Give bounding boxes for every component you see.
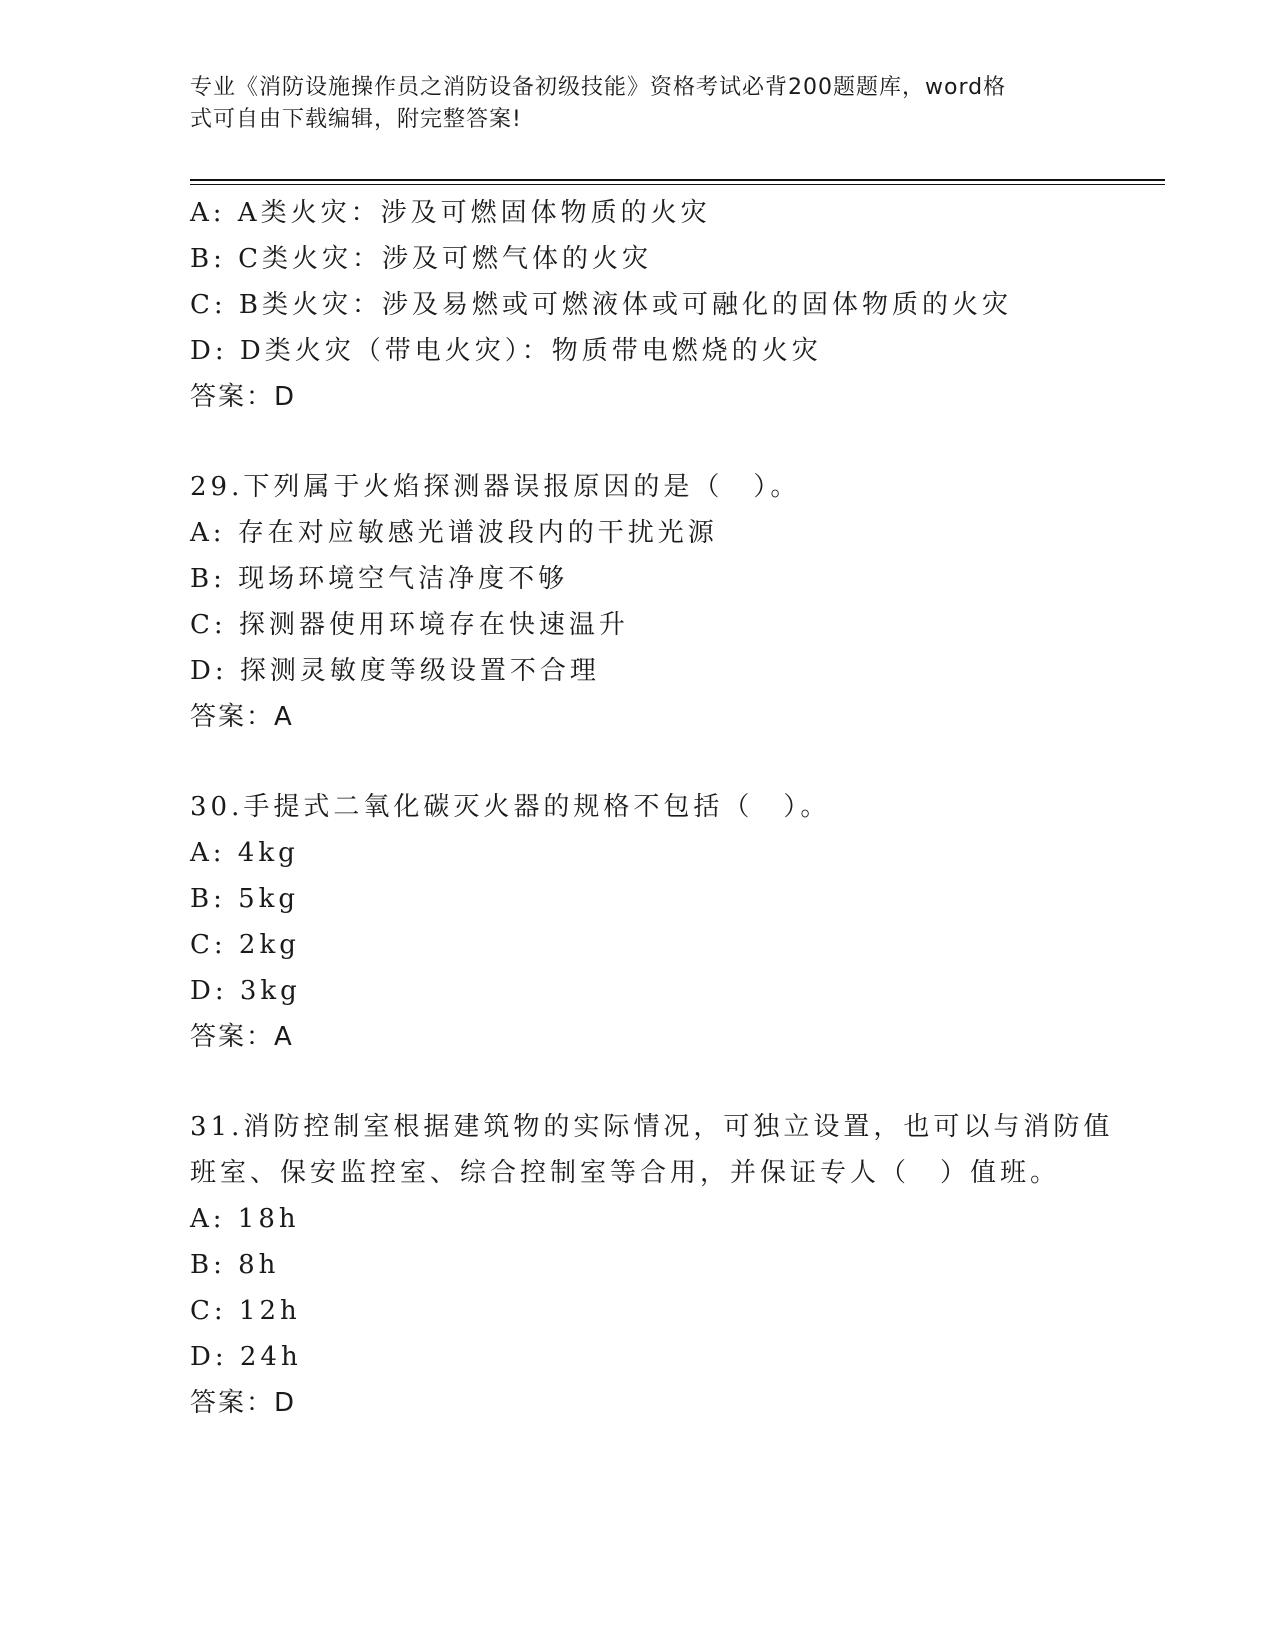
option-c: C: 探测器使用环境存在快速温升 (190, 610, 629, 640)
spacer (190, 1060, 1090, 1104)
option-b: B: 5kg (190, 884, 300, 914)
option-c: C: 2kg (190, 930, 300, 960)
answer-line: 答案：D (190, 1388, 297, 1418)
option-a: A: 18h (190, 1204, 300, 1234)
option-b: B: 8h (190, 1250, 280, 1280)
question-text-line-1: 31.消防控制室根据建筑物的实际情况，可独立设置，也可以与消防值 (190, 1112, 1114, 1142)
option-d: D: 3kg (190, 976, 301, 1006)
spacer (190, 740, 1090, 784)
option-a: A: A类火灾：涉及可燃固体物质的火灾 (190, 198, 711, 228)
question-text: 29.下列属于火焰探测器误报原因的是（ ）。 (190, 472, 801, 502)
question-text: 30.手提式二氧化碳灭火器的规格不包括（ ）。 (190, 792, 831, 822)
option-d: D: 探测灵敏度等级设置不合理 (190, 656, 600, 686)
question-28 (190, 190, 1090, 420)
question-text-line-2: 班室、保安监控室、综合控制室等合用，并保证专人（ ）值班。 (190, 1158, 1061, 1188)
header-line-1: 专业《消防设施操作员之消防设备初级技能》资格考试必背200题题库，word格 (190, 75, 1007, 100)
answer-line: 答案：A (190, 1022, 294, 1052)
option-a: A: 4kg (190, 838, 299, 868)
header-divider-thin (190, 184, 1165, 185)
option-d: D: D类火灾（带电火灾）：物质带电燃烧的火灾 (190, 336, 822, 366)
spacer (190, 420, 1090, 464)
option-c: C: B类火灾：涉及易燃或可燃液体或可融化的固体物质的火灾 (190, 290, 1013, 320)
option-c: C: 12h (190, 1296, 301, 1326)
question-list (190, 190, 1114, 1426)
option-b: B: 现场环境空气洁净度不够 (190, 564, 569, 594)
question-30 (190, 784, 1090, 1060)
answer-line: 答案：D (190, 382, 297, 412)
header-line-2: 式可自由下载编辑，附完整答案! (190, 107, 522, 132)
document-header (190, 72, 1090, 136)
question-31 (190, 1104, 1114, 1426)
option-b: B: C类火灾：涉及可燃气体的火灾 (190, 244, 653, 274)
answer-line: 答案：A (190, 702, 294, 732)
header-divider-thick (190, 179, 1165, 181)
option-a: A: 存在对应敏感光谱波段内的干扰光源 (190, 518, 718, 548)
option-d: D: 24h (190, 1342, 302, 1372)
question-29 (190, 464, 1090, 740)
